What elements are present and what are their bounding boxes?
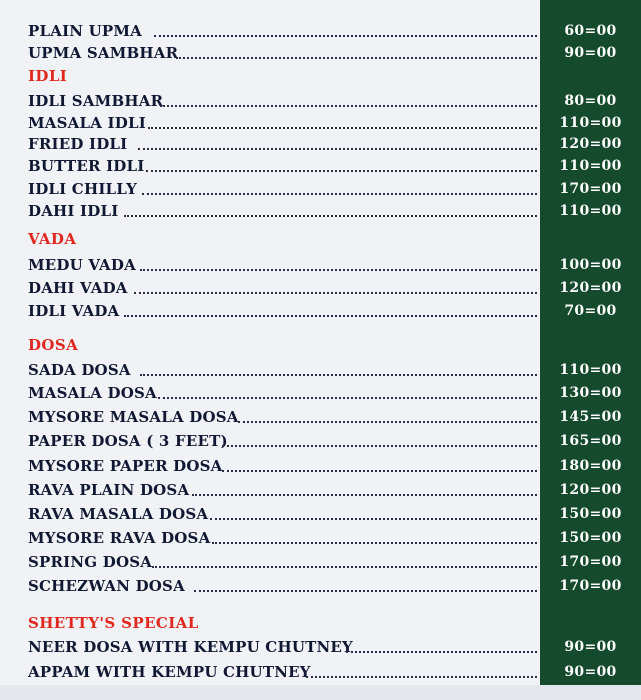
item-name: MEDU VADA	[28, 256, 136, 274]
leader-dots	[212, 542, 537, 544]
item-price: 170=00	[559, 578, 622, 594]
menu-item	[0, 178, 641, 200]
section-title: VADA	[28, 230, 77, 248]
menu-item	[0, 527, 641, 549]
section-heading-dosa	[0, 334, 641, 356]
item-price: 145=00	[559, 409, 622, 425]
section-title: SHETTY'S SPECIAL	[28, 614, 199, 632]
menu-item	[0, 575, 641, 597]
leader-dots	[306, 676, 537, 678]
item-price: 60=00	[564, 23, 617, 39]
item-name: DAHI VADA	[28, 279, 128, 297]
item-name: SPRING DOSA	[28, 553, 153, 571]
menu-item	[0, 300, 641, 322]
leader-dots	[346, 651, 537, 653]
item-price: 110=00	[559, 158, 622, 174]
menu-item	[0, 636, 641, 658]
menu-item	[0, 20, 641, 42]
item-price: 100=00	[559, 257, 622, 273]
leader-dots	[192, 494, 537, 496]
item-price: 90=00	[564, 639, 617, 655]
item-price: 130=00	[559, 385, 622, 401]
menu-item	[0, 430, 641, 452]
item-name: SADA DOSA	[28, 361, 131, 379]
leader-dots	[140, 269, 537, 271]
item-name: DAHI IDLI	[28, 202, 119, 220]
item-name: NEER DOSA WITH KEMPU CHUTNEY	[28, 638, 353, 656]
item-name: BUTTER IDLI	[28, 157, 145, 175]
item-name: SCHEZWAN DOSA	[28, 577, 185, 595]
item-price: 110=00	[559, 362, 622, 378]
item-price: 180=00	[559, 458, 622, 474]
leader-dots	[148, 127, 537, 129]
section-heading-idli	[0, 65, 641, 87]
menu-item	[0, 254, 641, 276]
leader-dots	[154, 35, 537, 37]
leader-dots	[238, 421, 537, 423]
item-price: 90=00	[564, 45, 617, 61]
menu-item	[0, 155, 641, 177]
menu-item	[0, 503, 641, 525]
menu-item	[0, 112, 641, 134]
menu-item	[0, 479, 641, 501]
section-heading-vada	[0, 228, 641, 250]
item-price: 150=00	[559, 506, 622, 522]
item-name: IDLI CHILLY	[28, 180, 137, 198]
menu-item	[0, 406, 641, 428]
section-heading-shettys-special	[0, 612, 641, 634]
item-price: 70=00	[564, 303, 617, 319]
item-name: MASALA DOSA	[28, 384, 157, 402]
item-name: APPAM WITH KEMPU CHUTNEY	[28, 663, 311, 681]
item-price: 150=00	[559, 530, 622, 546]
leader-dots	[194, 590, 537, 592]
item-name: MYSORE MASALA DOSA	[28, 408, 239, 426]
item-price: 165=00	[559, 433, 622, 449]
menu-item	[0, 359, 641, 381]
leader-dots	[124, 315, 537, 317]
item-name: MYSORE RAVA DOSA	[28, 529, 211, 547]
section-title: DOSA	[28, 336, 79, 354]
item-price: 120=00	[559, 280, 622, 296]
leader-dots	[124, 215, 537, 217]
menu-item	[0, 133, 641, 155]
leader-dots	[142, 193, 537, 195]
menu-item	[0, 551, 641, 573]
item-name: MYSORE PAPER DOSA	[28, 457, 223, 475]
menu-item	[0, 90, 641, 112]
item-name: PLAIN UPMA	[28, 22, 143, 40]
item-name: FRIED IDLI	[28, 135, 128, 153]
item-name: RAVA MASALA DOSA	[28, 505, 209, 523]
item-name: IDLI SAMBHAR	[28, 92, 164, 110]
leader-dots	[146, 170, 537, 172]
item-name: RAVA PLAIN DOSA	[28, 481, 190, 499]
leader-dots	[210, 518, 537, 520]
menu-item	[0, 661, 641, 683]
leader-dots	[140, 374, 537, 376]
menu-item	[0, 277, 641, 299]
item-price: 90=00	[564, 664, 617, 680]
leader-dots	[222, 470, 537, 472]
item-name: MASALA IDLI	[28, 114, 146, 132]
item-name: IDLI VADA	[28, 302, 120, 320]
item-price: 120=00	[559, 136, 622, 152]
leader-dots	[152, 566, 537, 568]
item-price: 110=00	[559, 115, 622, 131]
item-price: 120=00	[559, 482, 622, 498]
bottom-strip	[0, 685, 641, 700]
leader-dots	[134, 292, 537, 294]
section-title: IDLI	[28, 67, 68, 85]
item-price: 170=00	[559, 181, 622, 197]
item-price: 80=00	[564, 93, 617, 109]
item-name: UPMA SAMBHAR	[28, 44, 179, 62]
leader-dots	[158, 397, 537, 399]
leader-dots	[138, 148, 537, 150]
menu-item	[0, 455, 641, 477]
leader-dots	[222, 445, 537, 447]
menu-item	[0, 382, 641, 404]
item-price: 110=00	[559, 203, 622, 219]
item-name: PAPER DOSA ( 3 FEET)	[28, 432, 228, 450]
leader-dots	[176, 57, 537, 59]
menu-item	[0, 200, 641, 222]
menu-item	[0, 42, 641, 64]
item-price: 170=00	[559, 554, 622, 570]
leader-dots	[160, 105, 537, 107]
